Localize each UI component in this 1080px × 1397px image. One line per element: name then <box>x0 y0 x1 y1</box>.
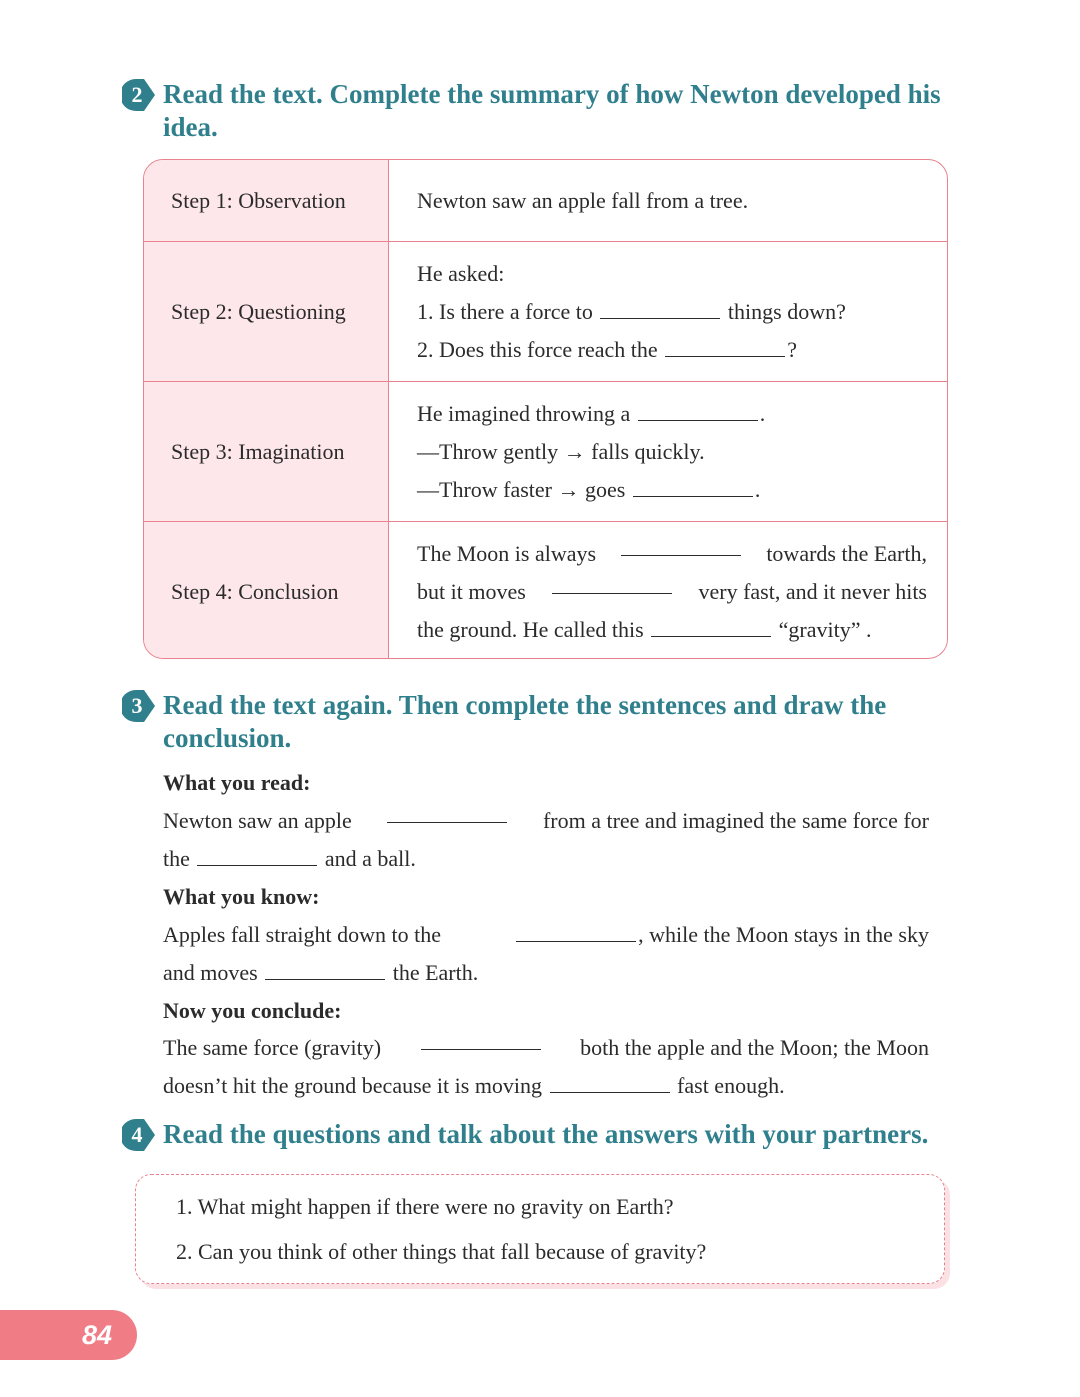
table-row <box>144 381 947 521</box>
step-content <box>389 160 947 241</box>
step-content <box>389 382 947 521</box>
table-row <box>144 160 947 241</box>
section-4-heading: Read the questions and talk about the answers with your partners. <box>163 1119 929 1149</box>
content-line: Newton saw an apple fall from a tree. <box>417 187 749 213</box>
section-number-badge: 4 <box>122 1118 156 1152</box>
section-2-heading: Read the text. Complete the summary of how Newton developed his idea. <box>163 79 941 142</box>
answer-blank[interactable] <box>638 400 758 421</box>
content-line: He asked: <box>417 260 505 286</box>
content-line: 1. Is there a force to things down? <box>417 298 846 324</box>
step-label: Step 1: Observation <box>144 160 389 241</box>
question-item: 1. What might happen if there were no gravity on Earth? <box>176 1194 674 1219</box>
section-number-badge: 3 <box>122 689 156 723</box>
content-line: He imagined throwing a . <box>417 400 766 426</box>
answer-blank[interactable] <box>651 616 771 637</box>
discussion-questions-box <box>135 1174 945 1284</box>
section-3-heading: Read the text again. Then complete the sentences and draw the conclusion. <box>163 690 887 753</box>
step-label: Step 2: Questioning <box>144 242 389 381</box>
content-line: 2. Does this force reach the ? <box>417 336 797 362</box>
step-label: Step 4: Conclusion <box>144 522 389 659</box>
answer-blank[interactable] <box>387 802 507 823</box>
answer-blank[interactable] <box>600 298 720 319</box>
table-row <box>144 521 947 659</box>
what-you-know-text: Apples fall straight down to the , while the Moon stays in the sky and moves the Earth. <box>163 922 929 985</box>
what-you-read-title: What you read: <box>163 770 311 795</box>
content-line: but it moves very fast, and it never hits <box>417 573 927 611</box>
answer-blank[interactable] <box>552 573 672 594</box>
section-number-badge: 2 <box>122 78 156 112</box>
content-line: —Throw faster → goes . <box>417 476 761 502</box>
page-number: 84 <box>0 1310 137 1360</box>
answer-blank[interactable] <box>621 535 741 556</box>
answer-blank[interactable] <box>665 336 785 357</box>
now-you-conclude-title: Now you conclude: <box>163 998 342 1023</box>
what-you-know-title: What you know: <box>163 884 320 909</box>
content-line: —Throw gently → falls quickly. <box>417 438 705 464</box>
answer-blank[interactable] <box>265 959 385 980</box>
answer-blank[interactable] <box>516 921 636 942</box>
summary-table <box>143 159 948 659</box>
now-you-conclude-text: The same force (gravity) both the apple and the Moon; the Moon doesn’t hit the ground because it is moving fast enough. <box>163 1029 929 1105</box>
table-row <box>144 241 947 381</box>
question-item: 2. Can you think of other things that fall because of gravity? <box>176 1239 707 1264</box>
step-content <box>389 242 947 381</box>
answer-blank[interactable] <box>633 476 753 497</box>
answer-blank[interactable] <box>550 1072 670 1093</box>
content-line: The Moon is always towards the Earth, <box>417 535 927 573</box>
answer-blank[interactable] <box>421 1029 541 1050</box>
content-line: the ground. He called this “gravity” . <box>417 616 872 642</box>
step-label: Step 3: Imagination <box>144 382 389 521</box>
what-you-read-text: Newton saw an apple from a tree and imagined the same force for the and a ball. <box>163 802 929 878</box>
step-content <box>389 522 947 659</box>
answer-blank[interactable] <box>197 845 317 866</box>
